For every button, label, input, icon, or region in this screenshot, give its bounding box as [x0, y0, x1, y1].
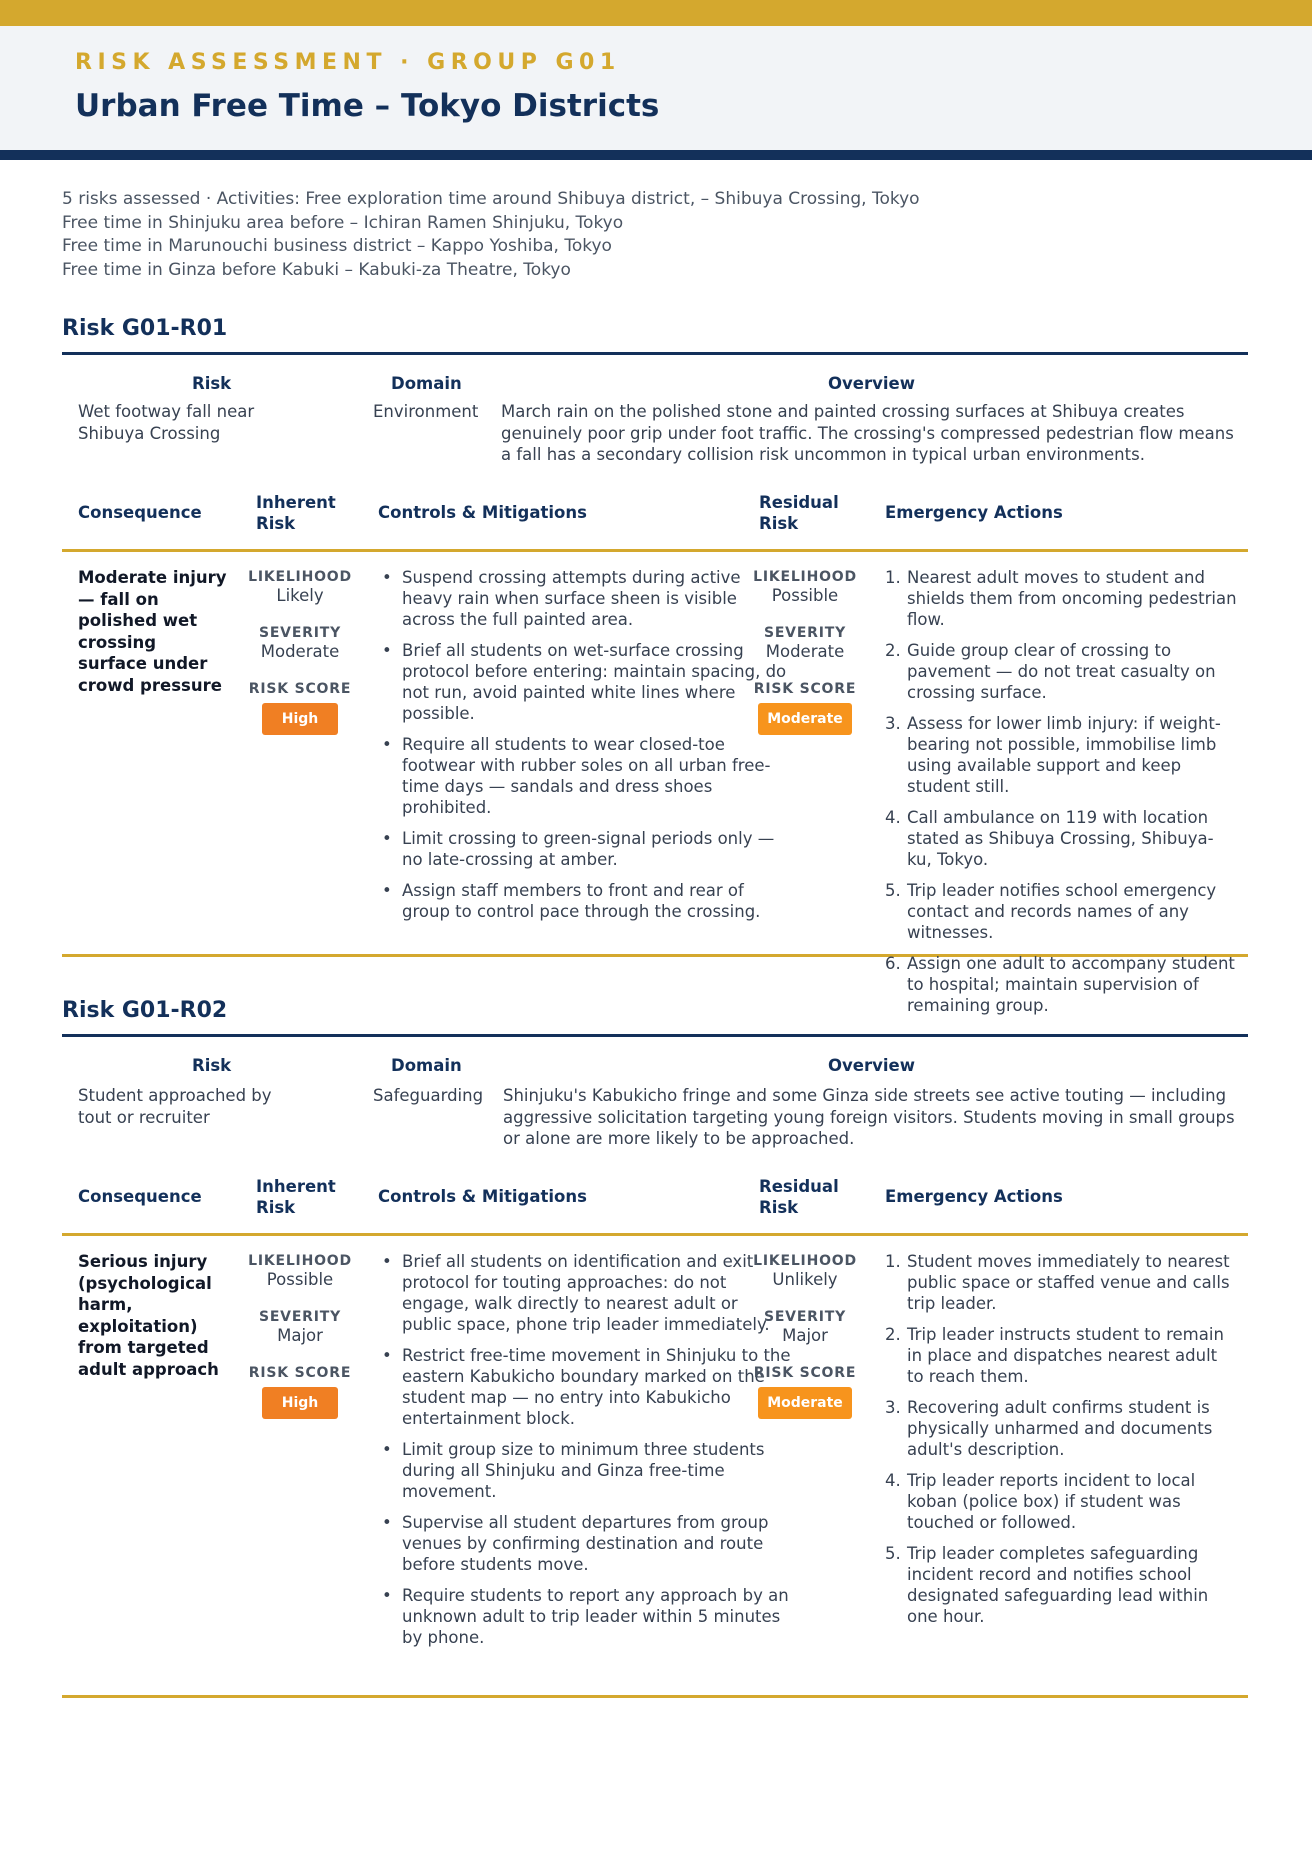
inherent-severity: Moderate	[260, 642, 340, 661]
risk-overview: Shinjuku's Kabukicho fringe and some Ginza side streets see active touting — including aggressive solicitation targeting young foreign visitors. Students moving in small groups or alone are more likely to be approached.	[503, 1086, 1235, 1148]
emergency-item: 2. Guide group clear of crossing to pavement — do not treat casualty on crossing surface.	[885, 641, 1216, 702]
risk-score-label: RISK SCORE	[753, 681, 857, 697]
risk-overview: March rain on the polished stone and painted crossing surfaces at Shibuya creates genuinely poor grip under foot traffic. The crossing's compressed pedestrian flow means a fall has a secondary collision risk uncommon in typical urban environments.	[501, 402, 1234, 464]
assessment-body	[62, 1236, 1248, 1695]
emergency-item: 2. Trip leader instructs student to remain in place and dispatches nearest adult to reach them.	[885, 1325, 1224, 1386]
risk-name: Wet footway fall near Shibuya Crossing	[78, 402, 255, 443]
residual-severity: Moderate	[765, 642, 845, 661]
residual-label-1: Residual	[759, 493, 839, 512]
controls-list	[378, 567, 792, 932]
inherent-label-1: Inherent	[256, 1177, 336, 1196]
page-header	[0, 26, 1312, 150]
col-head-risk: Risk	[192, 1056, 232, 1075]
risk-score-label: RISK SCORE	[753, 1365, 857, 1381]
residual-label-2: Risk	[759, 513, 799, 533]
severity-label: SEVERITY	[258, 625, 342, 641]
inherent-label-1: Inherent	[256, 493, 336, 512]
emergency-item: 5. Trip leader completes safeguarding incident record and notifies school designated safeguarding lead within one hour.	[885, 1544, 1209, 1626]
residual-risk-rating	[750, 568, 860, 735]
risk-consequence: Serious injury (psychological harm, exploitation) from targeted adult approach	[78, 1252, 219, 1379]
inherent-risk-rating	[245, 1252, 355, 1419]
residual-score-badge: Moderate	[758, 703, 852, 735]
emergency-item: 1. Nearest adult moves to student and shields them from oncoming pedestrian flow.	[885, 568, 1237, 629]
col-head-risk: Risk	[192, 374, 232, 393]
col-head-residual	[759, 493, 839, 534]
col-head-consequence: Consequence	[78, 503, 202, 522]
control-item: • Require students to report any approach by an unknown adult to trip leader within 5 minutes by phone.	[378, 1585, 792, 1648]
risk-section-r02	[62, 998, 1248, 1698]
col-head-controls: Controls & Mitigations	[378, 1187, 587, 1206]
residual-likelihood: Unlikely	[772, 1270, 838, 1289]
controls-list	[378, 1251, 792, 1658]
residual-label-1: Residual	[759, 1177, 839, 1196]
summary-line: Free time in Ginza before Kabuki – Kabuki-za Theatre, Tokyo	[62, 259, 571, 280]
control-item: • Limit crossing to green-signal periods only — no late-crossing at amber.	[378, 828, 792, 870]
emergency-item: 4. Trip leader reports incident to local koban (police box) if student was touched or followed.	[885, 1471, 1196, 1532]
inherent-risk-rating	[245, 568, 355, 735]
col-head-inherent	[256, 1177, 336, 1218]
col-head-emergency: Emergency Actions	[885, 503, 1063, 522]
assessment-header-row	[62, 1165, 1248, 1233]
residual-score-badge: Moderate	[758, 1387, 852, 1419]
assessment-summary	[62, 188, 1262, 282]
inherent-score-badge: High	[262, 703, 338, 735]
risk-heading: Risk G01-R01	[62, 316, 228, 341]
risk-score-label: RISK SCORE	[248, 1365, 352, 1381]
summary-line: Free time in Shinjuku area before – Ichiran Ramen Shinjuku, Tokyo	[62, 212, 624, 233]
residual-likelihood: Possible	[771, 586, 839, 605]
col-head-controls: Controls & Mitigations	[378, 503, 587, 522]
col-head-overview: Overview	[828, 374, 915, 393]
control-item: • Brief all students on identification and exit protocol for touting approaches: do not engage, walk directly to nearest adult or public space, phone trip leader immediately.	[378, 1251, 792, 1335]
control-item: • Suspend crossing attempts during active heavy rain when surface sheen is visible across the full painted area.	[378, 567, 792, 630]
control-item: • Require all students to wear closed-toe footwear with rubber soles on all urban free-time days — sandals and dress shoes prohibited.	[378, 734, 792, 818]
col-head-domain: Domain	[391, 1056, 462, 1075]
col-head-inherent	[256, 493, 336, 534]
severity-label: SEVERITY	[763, 1309, 847, 1325]
risk-name: Student approached by tout or recruiter	[78, 1086, 272, 1127]
col-head-overview: Overview	[828, 1056, 915, 1075]
risk-heading: Risk G01-R02	[62, 998, 228, 1023]
col-head-residual	[759, 1177, 839, 1218]
risk-domain: Safeguarding	[373, 1086, 484, 1105]
severity-label: SEVERITY	[763, 625, 847, 641]
page-title: Urban Free Time – Tokyo Districts	[75, 88, 660, 124]
control-item: • Assign staff members to front and rear of group to control pace through the crossing.	[378, 880, 792, 922]
summary-line: 5 risks assessed · Activities: Free exploration time around Shibuya district, – Shibuya Crossing, Tokyo	[62, 189, 920, 209]
accent-bar	[0, 0, 1312, 26]
control-item: • Limit group size to minimum three students during all Shinjuku and Ginza free-time movement.	[378, 1439, 792, 1502]
inherent-label-2: Risk	[256, 513, 296, 533]
header-divider	[0, 150, 1312, 160]
risk-overview-row	[62, 355, 1248, 481]
risk-score-label: RISK SCORE	[248, 681, 352, 697]
residual-severity: Major	[782, 1326, 828, 1345]
inherent-score-badge: High	[262, 1387, 338, 1419]
col-head-consequence: Consequence	[78, 1187, 202, 1206]
col-head-emergency: Emergency Actions	[885, 1187, 1063, 1206]
emergency-actions-list	[885, 1251, 1237, 1637]
emergency-item: 5. Trip leader notifies school emergency contact and records names of any witnesses.	[885, 881, 1217, 942]
likelihood-label: LIKELIHOOD	[248, 569, 352, 585]
summary-line: Free time in Marunouchi business district – Kappo Yoshiba, Tokyo	[62, 236, 612, 256]
control-item: • Supervise all student departures from group venues by confirming destination and route before students move.	[378, 1512, 792, 1575]
risk-consequence: Moderate injury — fall on polished wet crossing surface under crowd pressure	[78, 568, 227, 695]
emergency-item: 1. Student moves immediately to nearest public space or staffed venue and calls trip leader.	[885, 1252, 1230, 1313]
assessment-rule-bottom	[62, 1695, 1248, 1698]
emergency-item: 4. Call ambulance on 119 with location stated as Shibuya Crossing, Shibuya-ku, Tokyo.	[885, 808, 1214, 869]
risk-domain: Environment	[373, 402, 479, 421]
emergency-item: 3. Recovering adult confirms student is physically unharmed and documents adult's description.	[885, 1398, 1213, 1459]
likelihood-label: LIKELIHOOD	[753, 1253, 857, 1269]
control-item: • Restrict free-time movement in Shinjuku to the eastern Kabukicho boundary marked on the student map — no entry into Kabukicho entertainment block.	[378, 1345, 792, 1429]
control-item: • Brief all students on wet-surface crossing protocol before entering: maintain spacing, do not run, avoid painted white lines where possible.	[378, 640, 792, 724]
emergency-item: 3. Assess for lower limb injury: if weight-bearing not possible, immobilise limb using available support and keep student still.	[885, 714, 1221, 796]
likelihood-label: LIKELIHOOD	[753, 569, 857, 585]
inherent-label-2: Risk	[256, 1197, 296, 1217]
risk-overview-row	[62, 1037, 1248, 1165]
col-head-domain: Domain	[391, 374, 462, 393]
emergency-item: 6. Assign one adult to accompany student to hospital; maintain supervision of remaining group.	[885, 954, 1235, 1015]
inherent-likelihood: Likely	[276, 586, 324, 605]
emergency-actions-list	[885, 567, 1237, 1026]
severity-label: SEVERITY	[258, 1309, 342, 1325]
assessment-header-row	[62, 481, 1248, 549]
inherent-severity: Major	[277, 1326, 323, 1345]
inherent-likelihood: Possible	[266, 1270, 334, 1289]
residual-label-2: Risk	[759, 1197, 799, 1217]
likelihood-label: LIKELIHOOD	[248, 1253, 352, 1269]
page-kicker: RISK ASSESSMENT · GROUP G01	[75, 50, 621, 75]
residual-risk-rating	[750, 1252, 860, 1419]
